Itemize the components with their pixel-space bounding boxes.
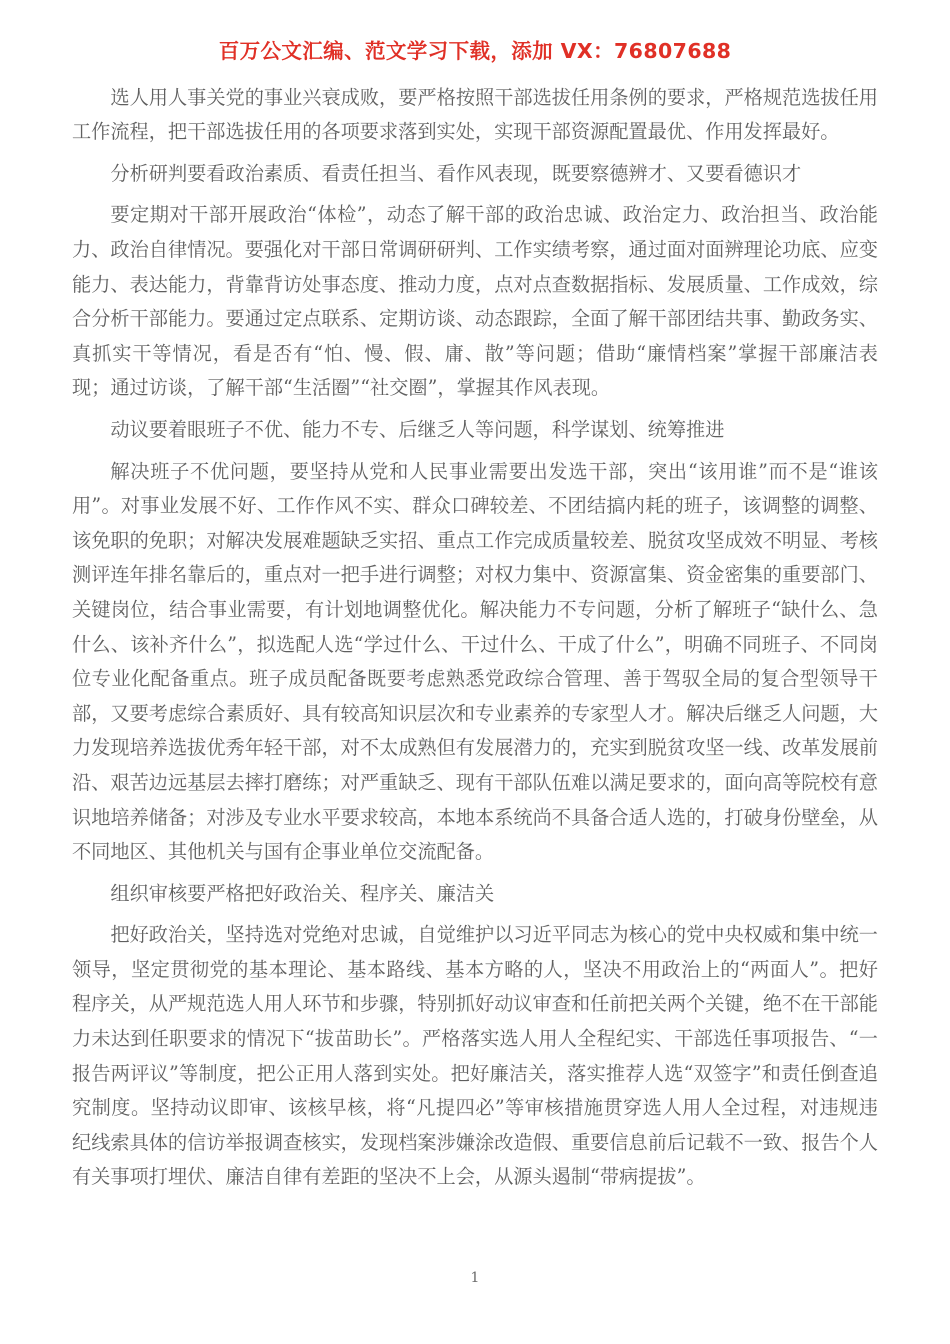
page-number: 1 — [470, 1270, 480, 1286]
paragraph-5: 解决班子不优问题，要坚持从党和人民事业需要出发选干部，突出“该用谁”而不是“谁该用”。对事业发展不好、工作作风不实、群众口碑较差、不团结搞内耗的班子，该调整的调整、该免职的免职；对解决发展难题缺乏实招、重点工作完成质量较差、脱贫攻坚成效不明显、考核测评连年排名靠后的，重点对一把手进行调整；对权力集中、资源富集、资金密集的重要部门、关键岗位，结合事业需要，有计划地调整优化。解决能力不专问题，分析了解班子“缺什么、急什么、该补齐什么”，拟选配人选“学过什么、干过什么、干成了什么”，明确不同班子、不同岗位专业化配备重点。班子成员配备既要考虑熟悉党政综合管理、善于驾驭全局的复合型领导干部，又要考虑综合素质好、具有较高知识层次和专业素养的专家型人才。解决后继乏人问题，大力发现培养选拔优秀年轻干部，对不太成熟但有发展潜力的，充实到脱贫攻坚一线、改革发展前沿、艰苦边远基层去摔打磨练；对严重缺乏、现有干部队伍难以满足要求的，面向高等院校有意识地培养储备；对涉及专业水平要求较高，本地本系统尚不具备合适人选的，打破身份壁垒，从不同地区、其他机关与国有企事业单位交流配备。 — [72, 459, 878, 864]
paragraph-6-heading: 组织审核要严格把好政治关、程序关、廉洁关 — [110, 881, 495, 905]
paragraph-7: 把好政治关，坚持选对党绝对忠诚，自觉维护以习近平同志为核心的党中央权威和集中统一领导，坚定贯彻党的基本理论、基本路线、基本方略的人，坚决不用政治上的“两面人”。把好程序关，从严规范选人用人环节和步骤，特别抓好动议审查和任前把关两个关键，绝不在干部能力未达到任职要求的情况下“拔苗助长”。严格落实选人用人全程纪实、干部选任事项报告、“一报告两评议”等制度，把公正用人落到实处。把好廉洁关，落实推荐人选“双签字”和责任倒查追究制度。坚持动议即审、该核早核，将“凡提四必”等审核措施贯穿选人用人全过程，对违规违纪线索具体的信访举报调查核实，发现档案涉嫌涂改造假、重要信息前后记载不一致、报告个人有关事项打埋伏、廉洁自律有差距的坚决不上会，从源头遏制“带病提拔”。 — [72, 923, 878, 1189]
paragraph-3: 要定期对干部开展政治“体检”，动态了解干部的政治忠诚、政治定力、政治担当、政治能力、政治自律情况。要强化对干部日常调研研判、工作实绩考察，通过面对面辨理论功底、应变能力、表达能力，背靠背访处事态度、推动力度，点对点查数据指标、发展质量、工作成效，综合分析干部能力。要通过定点联系、定期访谈、动态跟踪，全面了解干部团结共事、勤政务实、真抓实干等情况，看是否有“怕、慢、假、庸、散”等问题；借助“廉情档案”掌握干部廉洁表现；通过访谈，了解干部“生活圈”“社交圈”，掌握其作风表现。 — [72, 203, 878, 400]
document-body — [72, 81, 878, 1195]
paragraph-4-heading: 动议要着眼班子不优、能力不专、后继乏人等问题，科学谋划、统筹推进 — [110, 417, 725, 441]
paragraph-2-heading: 分析研判要看政治素质、看责任担当、看作风表现，既要察德辨才、又要看德识才 — [110, 161, 802, 185]
paragraph-1: 选人用人事关党的事业兴衰成败，要严格按照干部选拔任用条例的要求，严格规范选拔任用工作流程，把干部选拔任用的各项要求落到实处，实现干部资源配置最优、作用发挥最好。 — [72, 85, 878, 144]
promo-banner-text: 百万公文汇编、范文学习下载，添加 VX：76807688 — [218, 39, 732, 63]
